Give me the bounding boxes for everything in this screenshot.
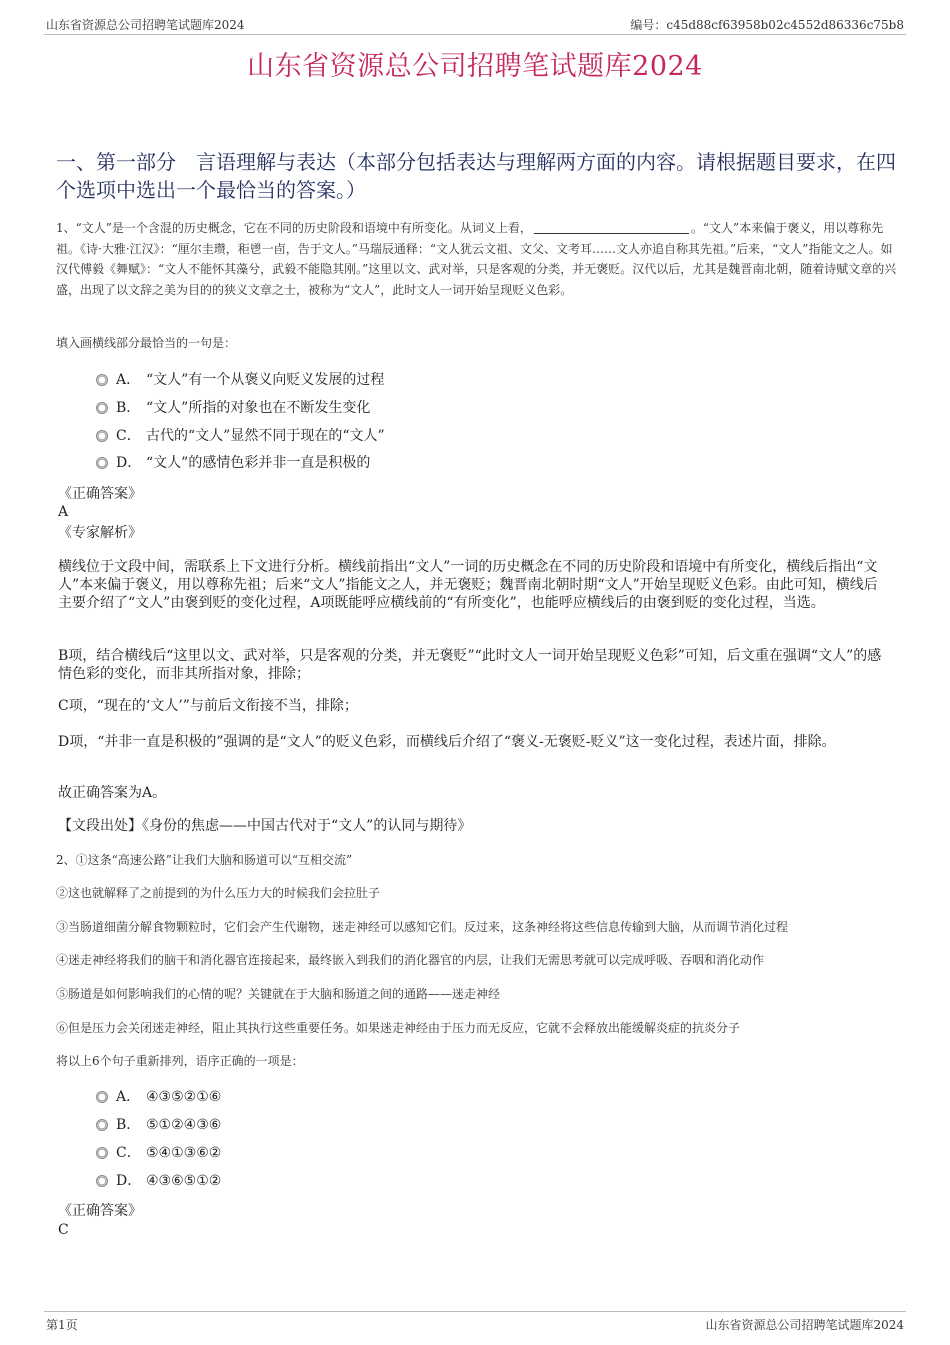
q1-option-b[interactable]: B． “文人”所指的对象也在不断发生变化: [96, 397, 370, 419]
q1-stem-end: 。“文人”本来偏于褒义，用以尊称先祖。《诗·大雅·江汉》：“厘尔圭瓒，秬鬯一卣，告于文人。”马瑞辰通释：“文人犹云文祖、文父、文考耳……文人亦追自称其先祖。”后来，“文人”指能文之人。如汉代傅毅《舞赋》：“文人不能怀其藻兮，武毅不能隐其刚。”这里以文、武对举，只是客观的分类，并无褒贬。汉代以后，尤其是魏晋南北朝，随着诗赋文章的兴盛，出现了以文辞之美为目的的狭义文章之士，被称为“文人”，此时文人一词开始呈现贬义色彩。: [56, 221, 897, 297]
q2-prompt: 将以上6个句子重新排列，语序正确的一项是：: [56, 1054, 304, 1068]
q1-answer-title: 《正确答案》: [58, 486, 142, 502]
q1-stem-start: 1、“文人”是一个含混的历史概念，它在不同的历史阶段和语境中有所变化。从词义上看，: [56, 221, 532, 235]
q2-sentence: ⑤肠道是如何影响我们的心情的呢？关键就在于大脑和肠道之间的通路——迷走神经: [56, 987, 501, 1001]
q1-prompt: 填入画横线部分最恰当的一句是：: [56, 336, 237, 350]
q2-option-d[interactable]: D． ④③⑥⑤①②: [96, 1170, 221, 1192]
q1-option-a[interactable]: A． “文人”有一个从褒义向贬义发展的过程: [96, 369, 384, 391]
section-heading: 一、第一部分 言语理解与表达（本部分包括表达与理解两方面的内容。请根据题目要求，在四个选项中选出一个最恰当的答案。）: [56, 150, 896, 202]
q1-stem: [56, 218, 898, 300]
q2-sentence: ②这也就解释了之前提到的为什么压力大的时候我们会拉肚子: [56, 886, 381, 900]
q2-sentence: ③当肠道细菌分解食物颗粒时，它们会产生代谢物，迷走神经可以感知它们。反过来，这条神经将这些信息传输到大脑，从而调节消化过程: [56, 920, 789, 934]
q1-analysis-para: 横线位于文段中间，需联系上下文进行分析。横线前指出“文人”一词的历史概念在不同的历史阶段和语境中有所变化，横线后指出“文人”本来偏于褒义，用以尊称先祖；后来“文人”指能文之人，并无褒贬；魏晋南北朝时期“文人”开始呈现贬义色彩。由此可知，横线后主要介绍了“文人”由褒到贬的变化过程，A项既能呼应横线前的“有所变化”，也能呼应横线后的由褒到贬的变化过程，当选。: [58, 559, 878, 611]
header-doc-id: 编号：c45d88cf63958b02c4552d86336c75b8: [630, 18, 904, 32]
q2-answer-title: 《正确答案》: [58, 1203, 142, 1219]
q2-sentence: ⑥但是压力会关闭迷走神经，阻止其执行这些重要任务。如果迷走神经由于压力而无反应，它就不会释放出能缓解炎症的抗炎分子: [56, 1021, 741, 1035]
radio-icon[interactable]: [96, 1147, 108, 1159]
radio-icon[interactable]: [96, 457, 108, 469]
radio-icon[interactable]: [96, 1175, 108, 1187]
q1-analysis-para: B项，结合横线后“这里以文、武对举，只是客观的分类，并无褒贬”“此时文人一词开始呈现贬义色彩”可知，后文重在强调“文人”的感情色彩的变化，而非其所指对象，排除；: [58, 648, 882, 682]
page-footer: [44, 1311, 906, 1334]
fill-blank-line: [534, 221, 689, 234]
header-doc-title: 山东省资源总公司招聘笔试题库2024: [46, 18, 245, 32]
q2-option-b[interactable]: B． ⑤①②④③⑥: [96, 1114, 221, 1136]
radio-icon[interactable]: [96, 1119, 108, 1131]
q1-analysis-para: D项，“并非一直是积极的”强调的是“文人”的贬义色彩，而横线后介绍了“褒义-无褒贬-贬义”这一变化过程，表述片面，排除。: [58, 734, 836, 750]
radio-icon[interactable]: [96, 402, 108, 414]
radio-icon[interactable]: [96, 1091, 108, 1103]
radio-icon[interactable]: [96, 374, 108, 386]
q2-answer: C: [58, 1222, 69, 1238]
q2-sentence: 2、①这条“高速公路”让我们大脑和肠道可以“互相交流”: [56, 853, 353, 867]
page-number: 第1页: [46, 1318, 78, 1332]
q1-analysis-para: C项，“现在的‘文人’”与前后文衔接不当，排除；: [58, 698, 358, 714]
footer-doc-title: 山东省资源总公司招聘笔试题库2024: [705, 1318, 904, 1332]
q1-analysis-para: 故正确答案为A。: [58, 785, 167, 801]
q1-option-c[interactable]: C． 古代的“文人”显然不同于现在的“文人”: [96, 425, 385, 447]
page-title: 山东省资源总公司招聘笔试题库2024: [247, 51, 703, 82]
q2-sentence: ④迷走神经将我们的脑干和消化器官连接起来，最终嵌入到我们的消化器官的内层，让我们无需思考就可以完成呼吸、吞咽和消化动作: [56, 953, 765, 967]
page-header: [44, 12, 906, 35]
q2-option-a[interactable]: A． ④③⑤②①⑥: [96, 1086, 221, 1108]
q1-option-d[interactable]: D． “文人”的感情色彩并非一直是积极的: [96, 452, 370, 474]
q1-analysis-title: 《专家解析》: [58, 525, 142, 541]
radio-icon[interactable]: [96, 430, 108, 442]
q1-source: 【文段出处】《身份的焦虑——中国古代对于“文人”的认同与期待》: [58, 818, 472, 834]
q2-option-c[interactable]: C． ⑤④①③⑥②: [96, 1142, 221, 1164]
q1-answer: A: [58, 504, 69, 520]
